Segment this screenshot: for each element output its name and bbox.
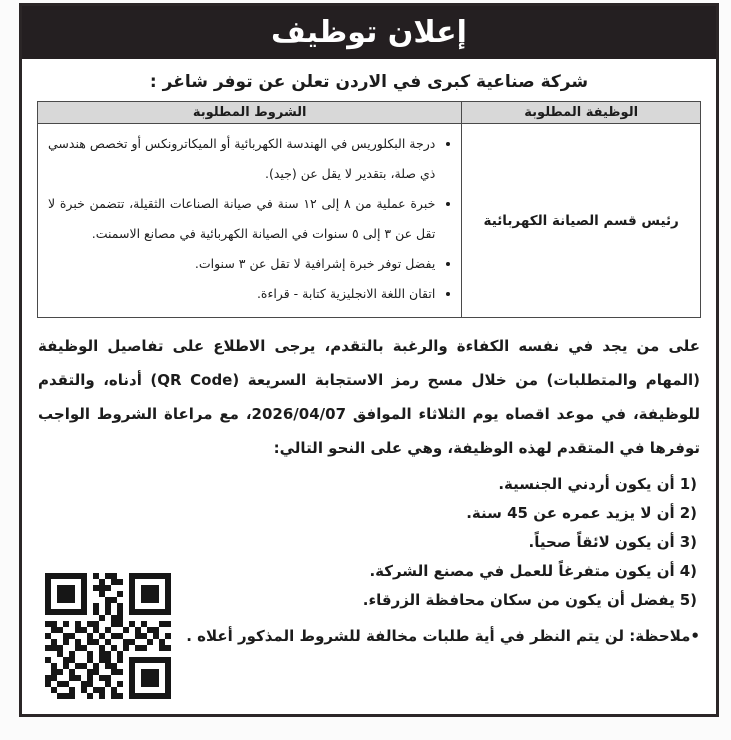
requirement-item-4: • اتقان اللغة الانجليزية كتابة - قراءة. [48,279,435,309]
condition-text: أن يكون متفرغاً للعمل في مصنع الشركة. [369,562,675,580]
requirement-item-2: • خبرة عملية من ٨ إلى ١٢ سنة في صيانة الصناعات الثقيلة، تتضمن خبرة لا تقل عن ٣ إلى ٥ سنوات في الصيانة الكهربائية في مصانع الاسمنت. [48,189,435,249]
condition-text: أن يكون أردني الجنسية. [498,475,675,493]
ad-header-bar [22,6,716,59]
advertisement-box [19,3,719,717]
condition-number: 2) [679,504,697,522]
position-cell: رئيس قسم الصيانة الكهربائية [462,124,701,318]
application-instructions: على من يجد في نفسه الكفاءة والرغبة بالتقدم، يرجى الاطلاع على تفاصيل الوظيفة (المهام والمتطلبات) من خلال مسح رمز الاستجابة السريعة (QR Code) أدناه، والتقدم للوظيفة، في موعد اقصاه يوم الثلاثاء الموافق 2026/04/07، مع مراعاة الشروط الواجب توفرها في المتقدم لهذه الوظيفة، وهي على النحو التالي: [38,337,700,457]
condition-text: أن لا يزيد عمره عن 45 سنة. [466,504,675,522]
intro-line: شركة صناعية كبرى في الاردن تعلن عن توفر شاغر : [149,72,589,92]
job-table [37,101,701,318]
condition-item-2 [37,499,697,528]
note-line: •ملاحظة: لن يتم النظر في أية طلبات مخالفة للشروط المذكور أعلاه . [186,627,700,645]
ad-body [22,72,716,717]
requirements-cell [38,124,462,318]
requirement-item-3: • يفضل توفر خبرة إشرافية لا تقل عن ٣ سنوات. [48,249,435,279]
ad-title: إعلان توظيف [271,14,467,50]
table-header-row [38,102,701,124]
condition-item-3 [37,528,697,557]
condition-number: 4) [679,562,697,580]
column-header-position: الوظيفة المطلوبة [462,102,701,124]
condition-number: 5) [679,591,697,609]
condition-text: أن يكون لائقاً صحياً. [528,533,675,551]
requirement-item-1: • درجة البكلوريس في الهندسة الكهربائية أو الميكاترونكس أو تخصص هندسي ذي صلة، بتقدير لا يقل عن (جيد). [48,129,435,189]
table-body-row [38,124,701,318]
condition-number: 1) [679,475,697,493]
condition-number: 3) [679,533,697,551]
condition-text: يفضل أن يكون من سكان محافظة الزرقاء. [362,591,675,609]
condition-item-1 [37,470,697,499]
qr-code [45,573,171,699]
requirements-list [48,129,451,309]
column-header-requirements: الشروط المطلوبة [38,102,462,124]
